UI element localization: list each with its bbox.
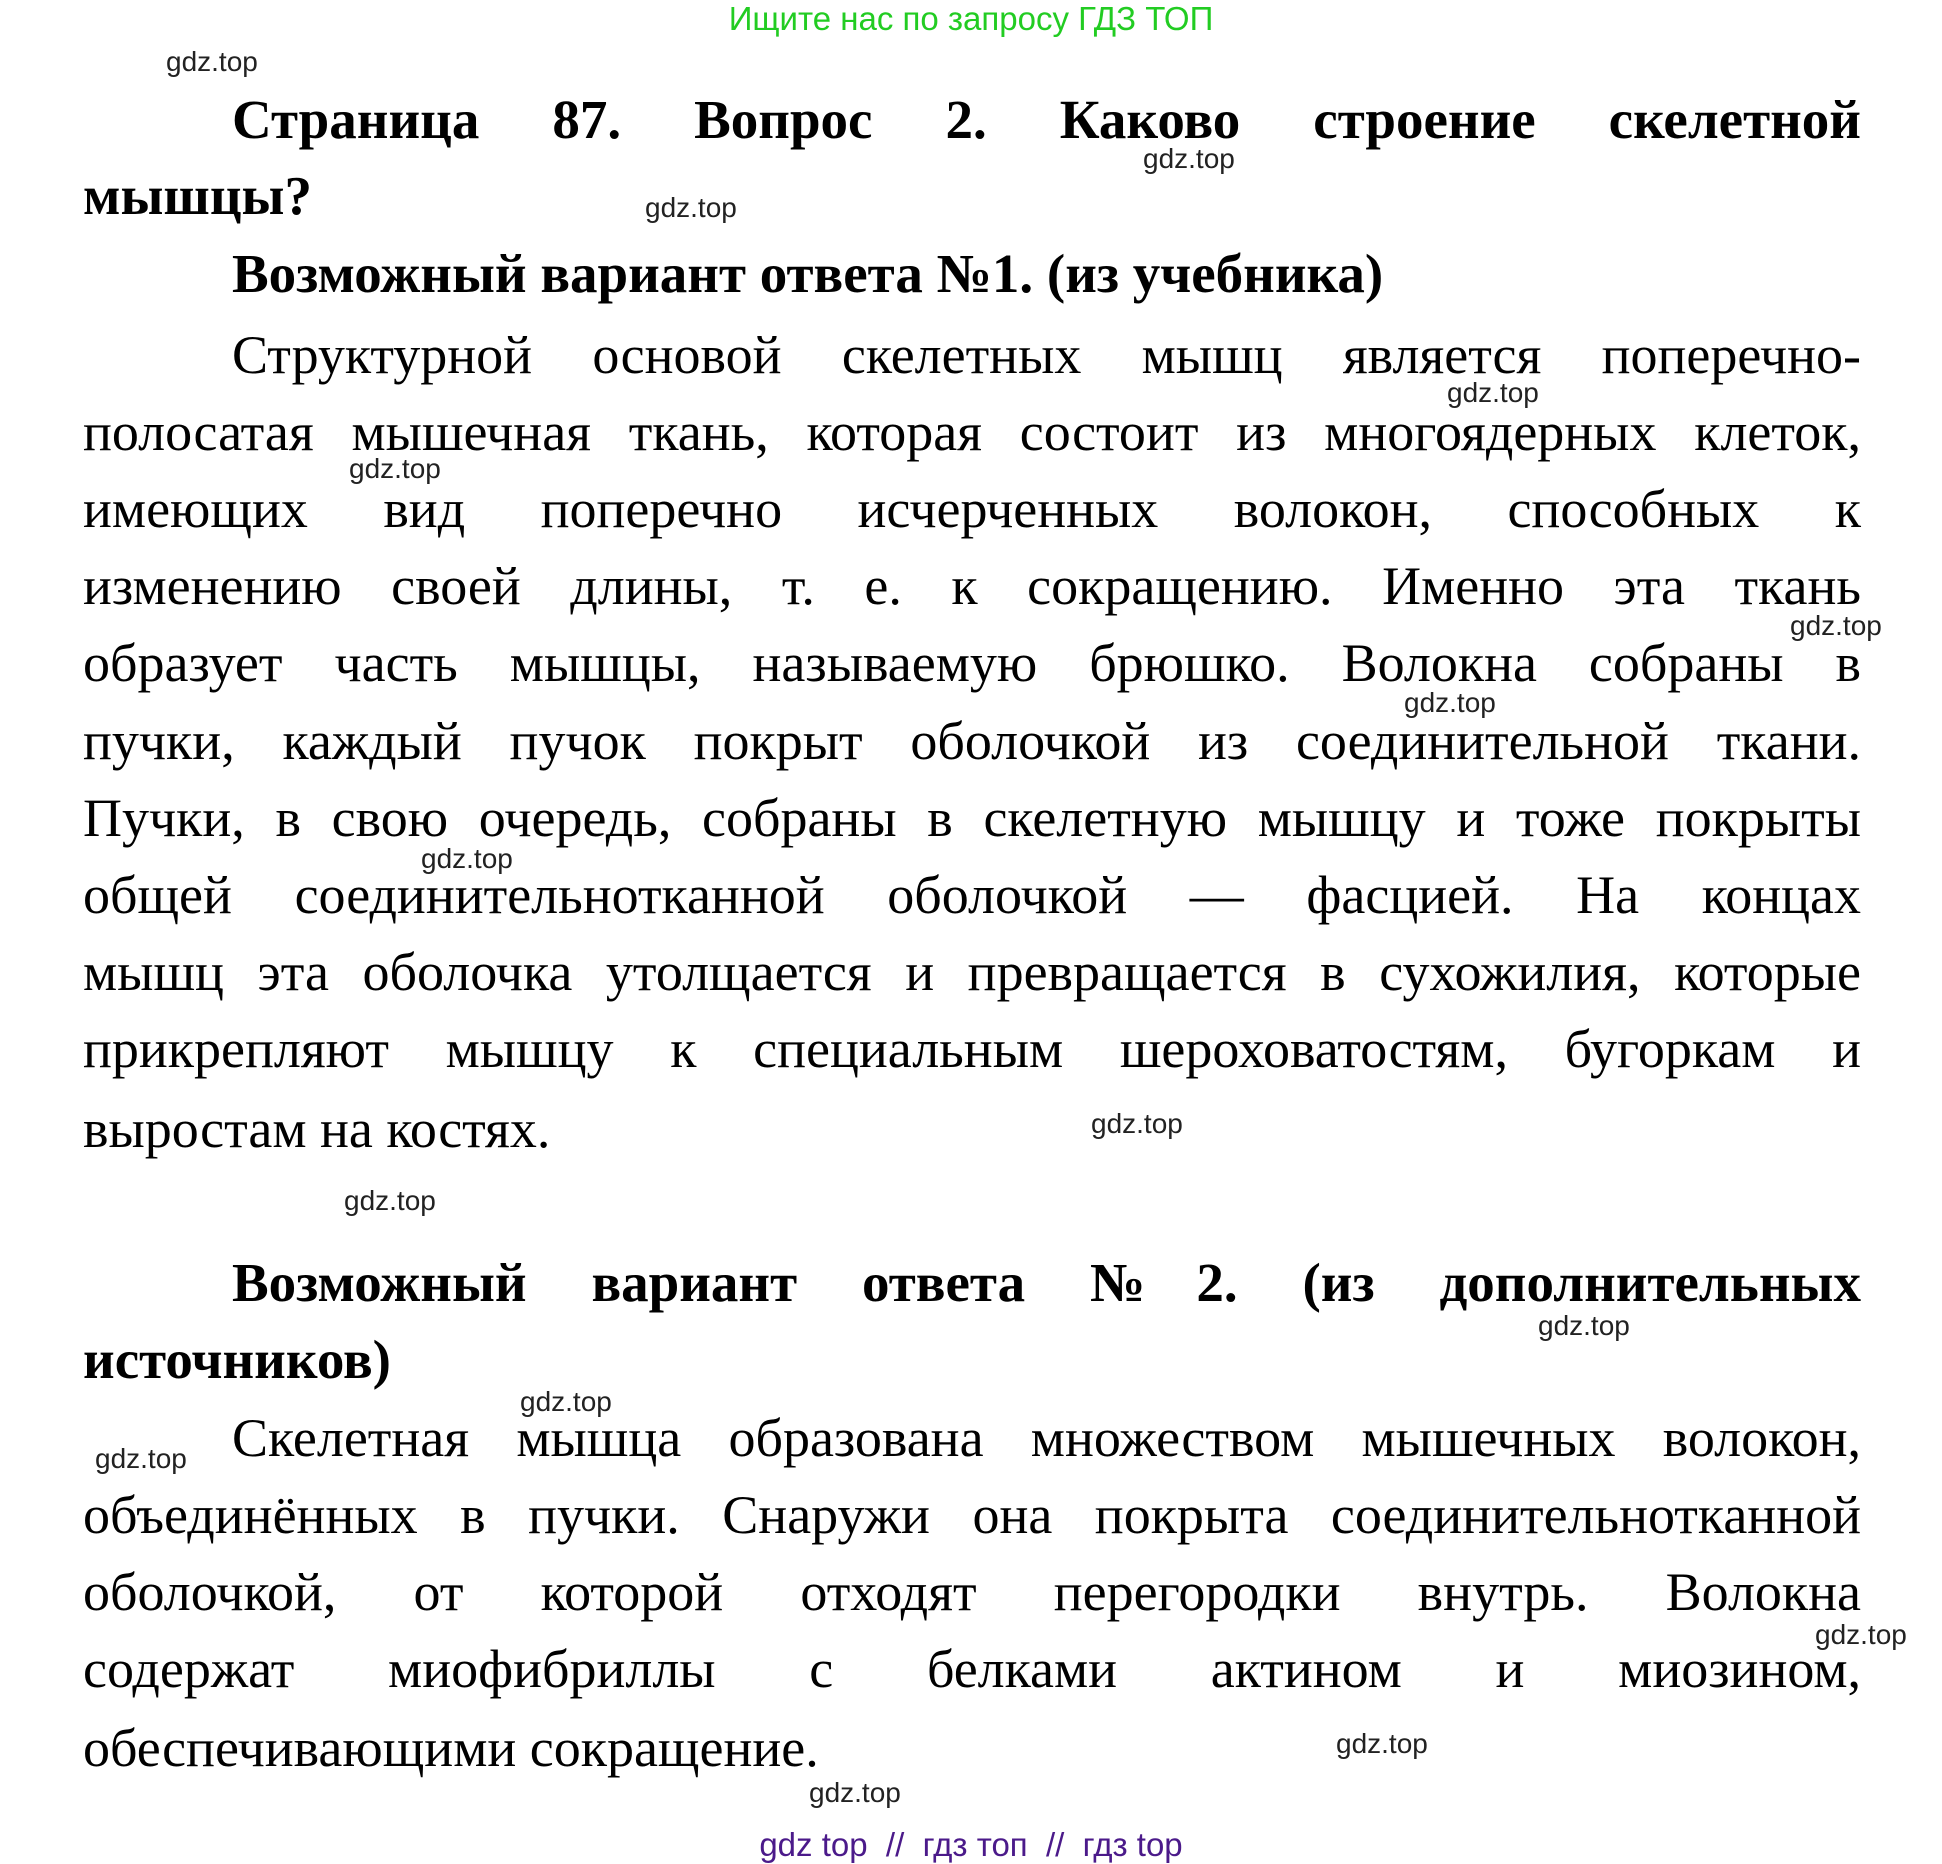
- search-banner: Ищите нас по запросу ГДЗ ТОП: [728, 0, 1214, 37]
- watermark: gdz.top: [1790, 610, 1882, 641]
- watermark: gdz.top: [1336, 1728, 1428, 1759]
- answer2-heading-line-1: Возможный вариант ответа №2. (из дополнительных: [232, 1252, 1861, 1313]
- answer1-heading: Возможный вариант ответа №1. (из учебника): [232, 243, 1384, 304]
- answer1-line: общей соединительнотканной оболочкой — фасцией. На концах: [83, 865, 1861, 925]
- watermark: gdz.top: [1538, 1310, 1630, 1341]
- page-title-line-2: мышцы?: [83, 165, 312, 226]
- answer1-line: мышц эта оболочка утолщается и превращается в сухожилия, которые: [83, 942, 1861, 1002]
- watermark: gdz.top: [645, 192, 737, 223]
- watermark: gdz.top: [1815, 1619, 1907, 1650]
- footer-banner: gdz top // гдз топ // гдз top: [759, 1826, 1183, 1863]
- answer2-line: объединённых в пучки. Снаружи она покрыта соединительнотканной: [83, 1485, 1861, 1545]
- answer1-line: имеющих вид поперечно исчерченных волокон, способных к: [83, 479, 1861, 539]
- answer1-line: изменению своей длины, т. е. к сокращению. Именно эта ткань: [83, 556, 1861, 616]
- watermark: gdz.top: [1447, 377, 1539, 408]
- watermark: gdz.top: [520, 1386, 612, 1417]
- answer1-line: Структурной основой скелетных мышц является поперечно-: [232, 325, 1861, 385]
- answer1-line: образует часть мышцы, называемую брюшко. Волокна собраны в: [83, 633, 1861, 693]
- watermark: gdz.top: [421, 843, 513, 874]
- answer1-line: полосатая мышечная ткань, которая состоит из многоядерных клеток,: [83, 402, 1861, 462]
- answer2-line: Скелетная мышца образована множеством мышечных волокон,: [232, 1408, 1861, 1468]
- watermark: gdz.top: [344, 1185, 436, 1216]
- watermark: gdz.top: [1091, 1108, 1183, 1139]
- answer2-line: обеспечивающими сокращение.: [83, 1718, 819, 1778]
- answer2-line: оболочкой, от которой отходят перегородки внутрь. Волокна: [83, 1562, 1861, 1622]
- page-title-line-1: Страница 87. Вопрос 2. Каково строение скелетной: [232, 89, 1861, 150]
- watermark: gdz.top: [1404, 687, 1496, 718]
- watermark: gdz.top: [1143, 143, 1235, 174]
- answer1-line: Пучки, в свою очередь, собраны в скелетную мышцу и тоже покрыты: [83, 788, 1861, 848]
- answer1-line: выростам на костях.: [83, 1099, 551, 1159]
- answer2-line: содержат миофибриллы с белками актином и миозином,: [83, 1639, 1861, 1699]
- answer1-line: прикрепляют мышцу к специальным шероховатостям, бугоркам и: [83, 1019, 1861, 1079]
- answer2-heading-line-2: источников): [83, 1329, 391, 1390]
- watermark: gdz.top: [95, 1443, 187, 1474]
- answer1-line: пучки, каждый пучок покрыт оболочкой из соединительной ткани.: [83, 711, 1861, 771]
- watermark: gdz.top: [809, 1777, 901, 1808]
- watermark: gdz.top: [166, 46, 258, 77]
- watermark: gdz.top: [349, 453, 441, 484]
